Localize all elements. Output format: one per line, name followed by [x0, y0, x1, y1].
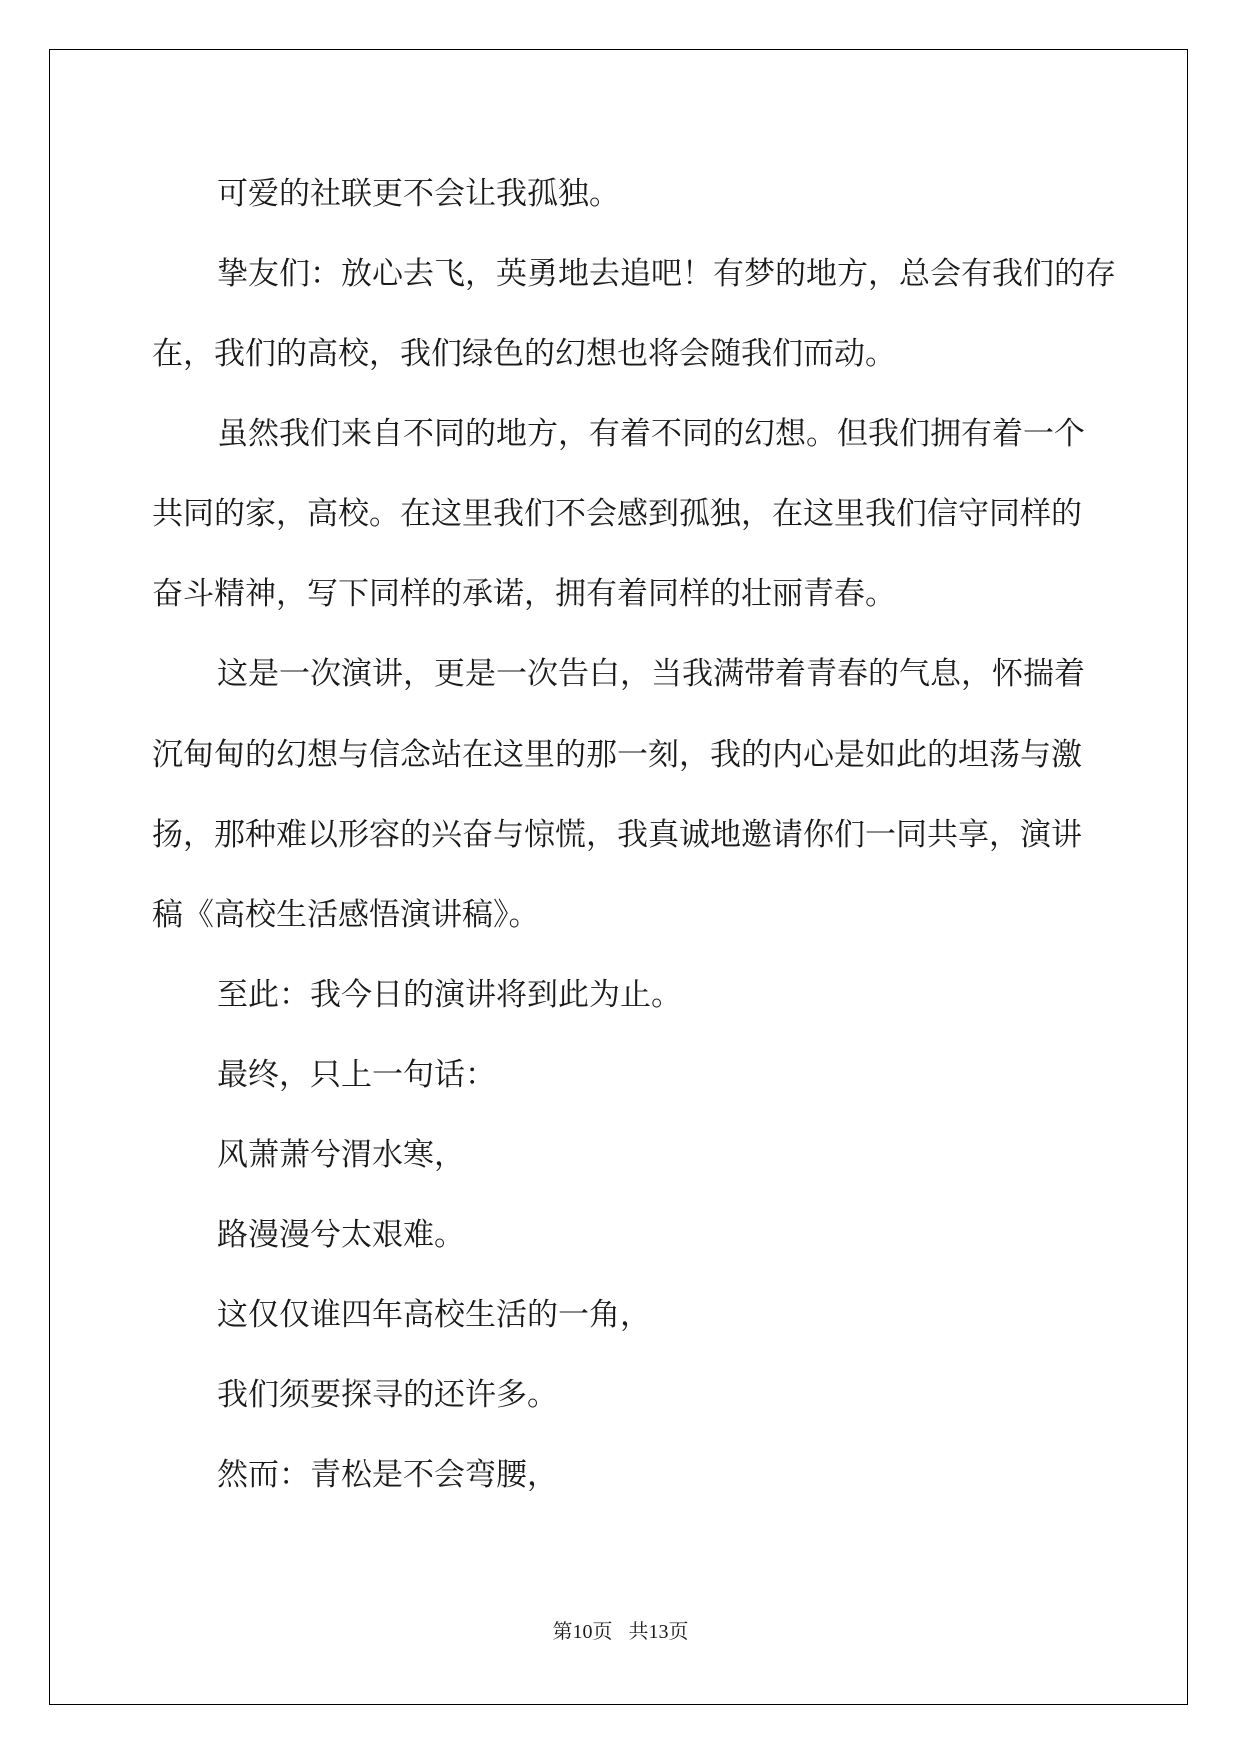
text-line: 稿《高校生活感悟演讲稿》。 [152, 897, 540, 933]
text-line: 然而：青松是不会弯腰， [217, 1457, 558, 1493]
text-line: 这仅仅谁四年高校生活的一角， [217, 1297, 651, 1333]
text-line: 可爱的社联更不会让我孤独。 [217, 176, 620, 212]
page-footer [0, 1620, 1241, 1644]
text-line: 至此：我今日的演讲将到此为止。 [217, 977, 682, 1013]
text-line: 我们须要探寻的还许多。 [217, 1377, 558, 1413]
page-number: 第10页 [552, 1621, 613, 1643]
text-line: 路漫漫兮太艰难。 [217, 1217, 465, 1253]
text-line: 沉甸甸的幻想与信念站在这里的那一刻，我的内心是如此的坦荡与激 [152, 737, 1082, 773]
text-line: 在，我们的高校，我们绿色的幻想也将会随我们而动。 [152, 336, 896, 372]
text-line: 奋斗精神，写下同样的承诺，拥有着同样的壮丽青春。 [152, 576, 896, 612]
text-line: 风萧萧兮渭水寒， [217, 1137, 465, 1173]
text-line: 扬，那种难以形容的兴奋与惊慌，我真诚地邀请你们一同共享，演讲 [152, 817, 1082, 853]
text-line: 最终，只上一句话： [217, 1057, 496, 1093]
page-total: 共13页 [628, 1621, 689, 1643]
text-line: 这是一次演讲，更是一次告白，当我满带着青春的气息，怀揣着 [217, 656, 1085, 692]
text-line: 虽然我们来自不同的地方，有着不同的幻想。但我们拥有着一个 [217, 416, 1085, 452]
text-line: 挚友们：放心去飞，英勇地去追吧！有梦的地方，总会有我们的存 [217, 256, 1116, 292]
text-line: 共同的家，高校。在这里我们不会感到孤独，在这里我们信守同样的 [152, 496, 1082, 532]
